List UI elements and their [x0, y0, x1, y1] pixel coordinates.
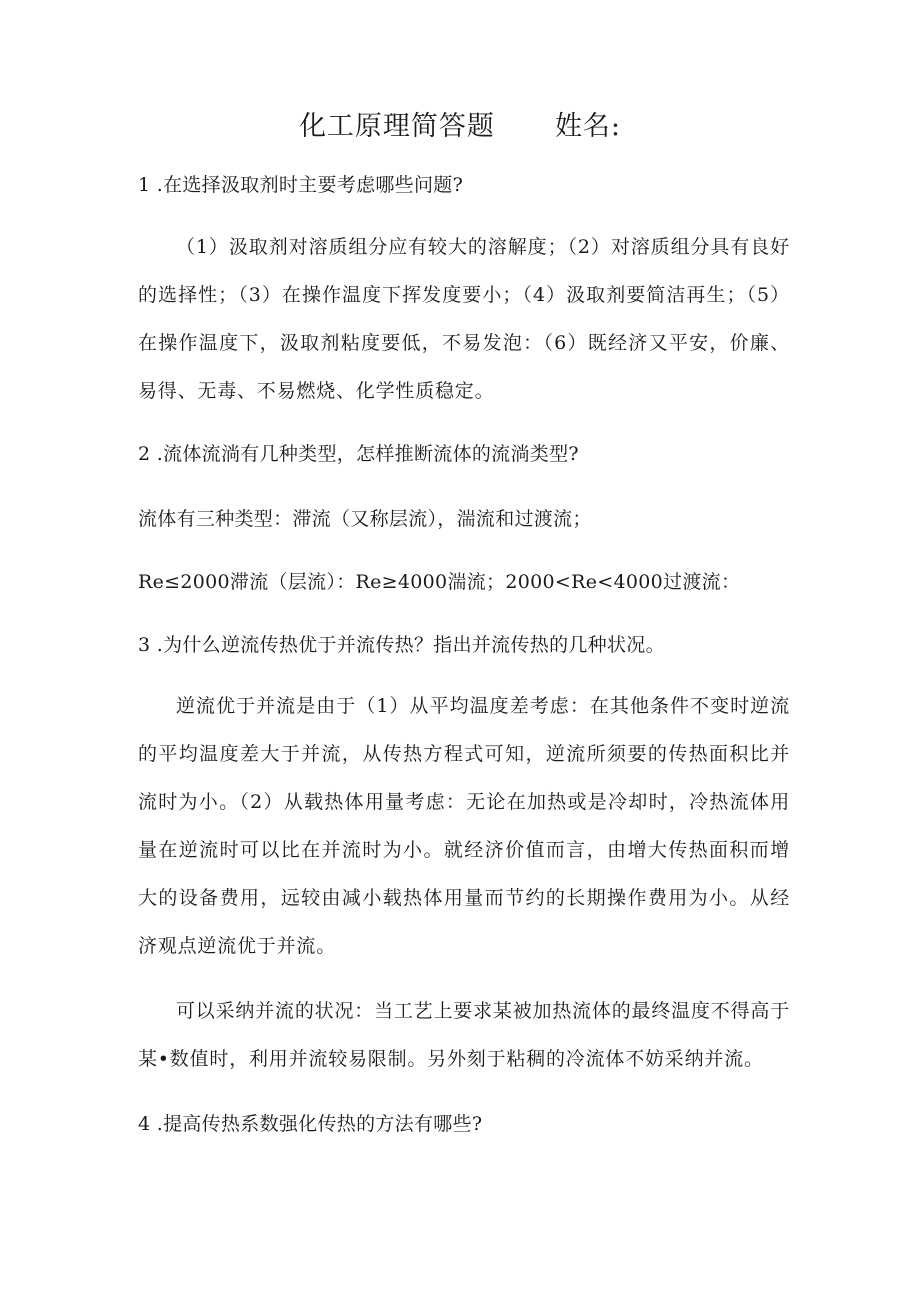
answer-3-paragraph-1: 逆流优于并流是由于（1）从平均温度差考虑：在其他条件不变时逆流的平均温度差大于并流，从传热方程式可知，逆流所须要的传热面积比并流时为小。（2）从载热体用量考虑：无论在加热或是冷却时，冷热流体用量在逆流时可以比在并流时为小。就经济价值而言，由增大传热面积而增大的设备费用，远较由减小载热体用量而节约的长期操作费用为小。从经济观点逆流优于并流。 — [138, 695, 790, 957]
title-row — [0, 104, 920, 143]
answer-3-paragraph-2: 可以采纳并流的状况：当工艺上要求某被加热流体的最终温度不得高于某•数值时，利用并流较易限制。另外刻于粘稠的冷流体不妨采纳并流。 — [138, 1000, 790, 1070]
question-2: 2 .流体流淌有几种类型，怎样推断流体的流淌类型? — [138, 443, 579, 465]
answer-1: （1）汲取剂对溶质组分应有较大的溶解度；（2）对溶质组分具有良好的选择性；（3）在操作温度下挥发度要小；（4）汲取剂要简洁再生；（5）在操作温度下，汲取剂粘度要低，不易发泡：（6）既经济又平安，价廉、易得、无毒、不易燃烧、化学性质稳定。 — [138, 236, 790, 402]
answer-2-line-2: Re≤2000滞流（层流）：Re≥4000湍流；2000<Re<4000过渡流： — [138, 571, 741, 593]
name-field-label: 姓名: — [554, 111, 622, 142]
page-title: 化工原理简答题 — [298, 111, 495, 142]
question-3: 3 .为什么逆流传热优于并流传热？指出并流传热的几种状况。 — [138, 634, 665, 656]
question-4: 4 .提高传热系数强化传热的方法有哪些? — [138, 1113, 483, 1135]
answer-2-line-1: 流体有三种类型：滞流（又称层流），湍流和过渡流； — [138, 508, 592, 530]
question-1: 1 .在选择汲取剂时主要考虑哪些问题? — [138, 174, 464, 196]
